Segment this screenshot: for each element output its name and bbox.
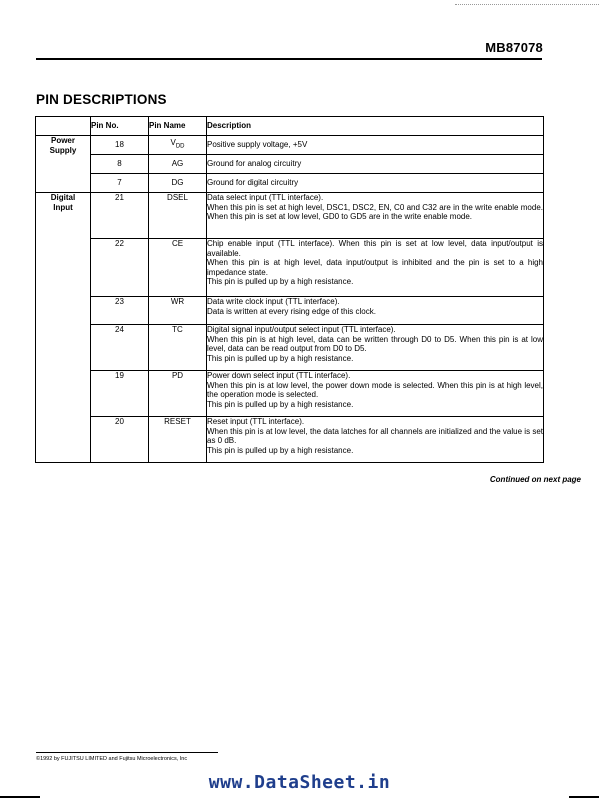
pin-number: 19 — [91, 371, 149, 417]
copyright — [36, 756, 187, 762]
pin-name: $\overline{PD}$ — [149, 371, 207, 417]
pin-name: $V_{DD}$ — [149, 136, 207, 155]
pin-description: Power down select input (TTL interface). When this pin is at low level, the power down mode is selected. When this pin is at high level, the operation mode is selected. This pin is pulled up by a high resistance. — [207, 371, 544, 417]
pin-description-table — [35, 116, 544, 463]
pin-no-header: Pin No. — [91, 117, 149, 136]
continued-note: Continued on next page — [489, 475, 581, 484]
pin-number: 7 — [91, 174, 149, 193]
top-dotted-rule — [455, 4, 599, 5]
part-number: MB87078 — [485, 40, 543, 55]
pin-number: 20 — [91, 417, 149, 463]
header-rule — [36, 58, 542, 60]
pin-name: $\overline{CE}$ — [149, 239, 207, 297]
footer-rule — [36, 752, 218, 753]
pin-description: Chip enable input (TTL interface). When this pin is set at low level, data input/output is available. When this pin is at high level, data input/output is inhibited and the pin is set to a high impedance state. This pin is pulled up by a high resistance. — [207, 239, 544, 297]
table-row — [36, 155, 544, 174]
pin-description: Ground for digital circuitry — [207, 174, 544, 193]
pin-name: DG — [149, 174, 207, 193]
pin-description: Reset input (TTL interface). When this pin is at low level, the data latches for all channels are initialized and the value is set as 0 dB. This pin is pulled up by a high resistance. — [207, 417, 544, 463]
pin-name: DSEL — [149, 193, 207, 239]
pin-description: Digital signal input/output select input (TTL interface). When this pin is at high level, data can be written through D0 to D5. When this pin is at low level, data can be read output from D0 to D5. This pin is pulled up by a high resistance. — [207, 325, 544, 371]
pin-name: $\overline{TC}$ — [149, 325, 207, 371]
pin-number: 24 — [91, 325, 149, 371]
section-title: PIN DESCRIPTIONS — [36, 92, 167, 107]
table-row — [36, 136, 544, 155]
table-row — [36, 325, 544, 371]
table-row — [36, 297, 544, 325]
copyright-text: 1992 by FUJITSU LIMITED and Fujitsu Microelectronics, Inc — [40, 756, 188, 762]
table-row — [36, 371, 544, 417]
watermark-link[interactable]: www.DataSheet.in — [208, 772, 391, 793]
table-row — [36, 239, 544, 297]
table-header-row — [36, 117, 544, 136]
pin-number: 23 — [91, 297, 149, 325]
pin-number: 21 — [91, 193, 149, 239]
pin-description: Data write clock input (TTL interface). Data is written at every rising edge of this clock. — [207, 297, 544, 325]
group-column-header — [36, 117, 91, 136]
table-row — [36, 417, 544, 463]
pin-number: 8 — [91, 155, 149, 174]
table-row — [36, 174, 544, 193]
pin-description: Positive supply voltage, +5V — [207, 136, 544, 155]
pin-name: $\overline{WR}$ — [149, 297, 207, 325]
pin-name: AG — [149, 155, 207, 174]
table-row — [36, 193, 544, 239]
pin-number: 22 — [91, 239, 149, 297]
group-label-power-supply: Power Supply — [36, 136, 91, 193]
pin-description: Ground for analog circuitry — [207, 155, 544, 174]
group-label-digital-input: Digital Input — [36, 193, 91, 463]
pin-number: 18 — [91, 136, 149, 155]
pin-name: RESET — [149, 417, 207, 463]
description-header: Description — [207, 117, 544, 136]
pin-name-header: Pin Name — [149, 117, 207, 136]
copyright-symbol: © — [36, 756, 41, 762]
pin-description: Data select input (TTL interface). When this pin is set at high level, DSC1, DSC2, EN, C0 and C32 are in the write enable mode. When this pin is set at low level, GD0 to GD5 are in the write enable mode. — [207, 193, 544, 239]
